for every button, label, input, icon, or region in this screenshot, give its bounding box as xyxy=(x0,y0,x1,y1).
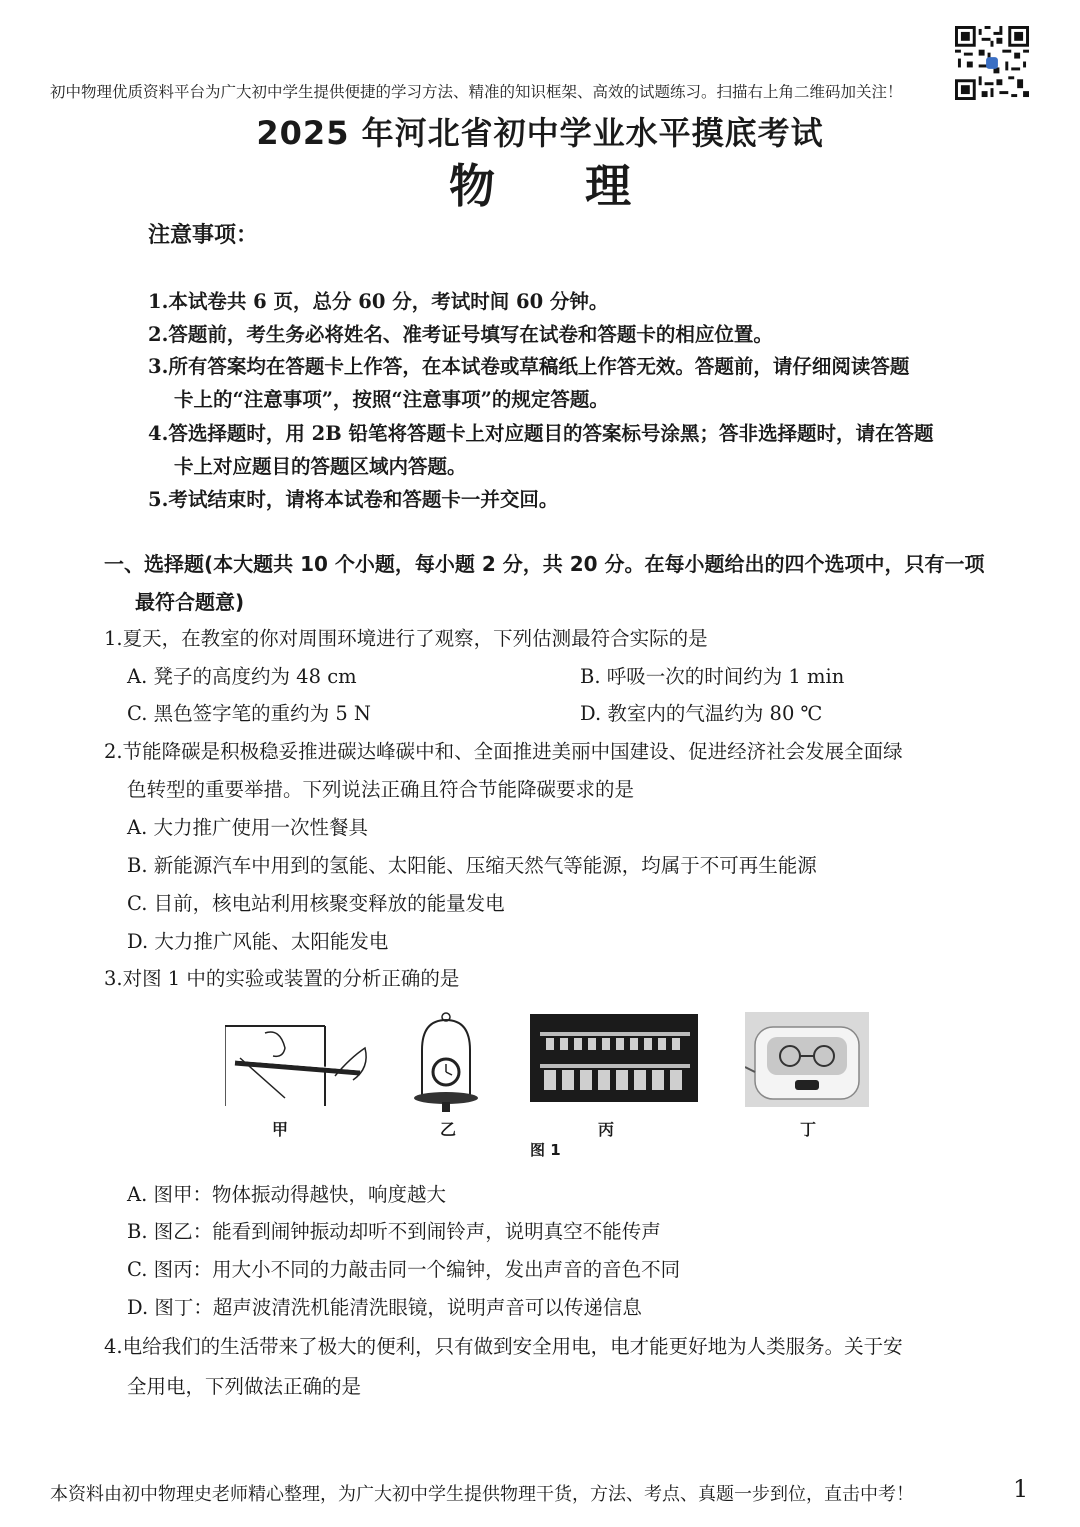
q2-option-b: B. 新能源汽车中用到的氢能、太阳能、压缩天然气等能源，均属于不可再生能源 xyxy=(127,854,817,877)
figure-caption: 图 1 xyxy=(530,1141,561,1159)
question-4-stem-cont: 全用电，下列做法正确的是 xyxy=(127,1375,362,1398)
figure-label-bing: 丙 xyxy=(598,1120,615,1139)
figure-yi-bell-jar-illustration xyxy=(410,1010,482,1118)
figure-label-jia: 甲 xyxy=(272,1120,289,1139)
footer-text: 本资料由初中物理史老师精心整理，为广大初中学生提供物理干货，方法、考点、真题一步到位，直击中考！ xyxy=(50,1484,914,1505)
q2-option-c: C. 目前，核电站利用核聚变释放的能量发电 xyxy=(127,892,505,915)
question-1-stem: 1.夏天，在教室的你对周围环境进行了观察，下列估测最符合实际的是 xyxy=(104,627,708,650)
q2-option-d: D. 大力推广风能、太阳能发电 xyxy=(127,930,389,953)
q3-option-a: A. 图甲：物体振动得越快，响度越大 xyxy=(127,1183,446,1206)
figure-jia-ruler-illustration xyxy=(225,1018,375,1106)
question-2-stem: 2.节能降碳是积极稳妥推进碳达峰碳中和、全面推进美丽中国建设、促进经济社会发展全面绿 xyxy=(104,740,903,763)
exam-subject: 物理 xyxy=(449,159,721,213)
q1-option-d: D. 教室内的气温约为 80 ℃ xyxy=(580,702,823,725)
q1-option-c: C. 黑色签字笔的重约为 5 N xyxy=(127,702,371,725)
note-item: 1.本试卷共 6 页，总分 60 分，考试时间 60 分钟。 xyxy=(148,290,609,313)
note-item: 3.所有答案均在答题卡上作答，在本试卷或草稿纸上作答无效。答题前，请仔细阅读答题 xyxy=(148,355,910,378)
figure-label-ding: 丁 xyxy=(800,1120,817,1139)
note-item: 4.答选择题时，用 2B 铅笔将答题卡上对应题目的答案标号涂黑；答非选择题时，请在答题 xyxy=(148,422,934,445)
note-item: 卡上的“注意事项”，按照“注意事项”的规定答题。 xyxy=(174,388,609,411)
section-title-cont: 最符合题意) xyxy=(135,590,245,614)
figure-label-yi: 乙 xyxy=(440,1120,457,1139)
note-item: 5.考试结束时，请将本试卷和答题卡一并交回。 xyxy=(148,488,559,511)
page-number: 1 xyxy=(1013,1475,1029,1503)
q3-option-d: D. 图丁：超声波清洗机能清洗眼镜，说明声音可以传递信息 xyxy=(127,1296,642,1319)
q1-option-a: A. 凳子的高度约为 48 cm xyxy=(127,665,357,688)
header-promo-text: 初中物理优质资料平台为广大初中学生提供便捷的学习方法、精准的知识框架、高效的试题练习。扫描右上角二维码加关注！ xyxy=(50,83,903,101)
figure-bing-chime-bells-photo xyxy=(530,1014,698,1102)
qr-code-icon xyxy=(955,26,1029,100)
q3-option-c: C. 图丙：用大小不同的力敲击同一个编钟，发出声音的音色不同 xyxy=(127,1258,681,1281)
note-item: 2.答题前，考生务必将姓名、准考证号填写在试卷和答题卡的相应位置。 xyxy=(148,323,773,346)
section-title: 一、选择题(本大题共 10 个小题，每小题 2 分，共 20 分。在每小题给出的四个选项中，只有一项 xyxy=(104,552,985,576)
question-4-stem: 4.电给我们的生活带来了极大的便利，只有做到安全用电，电才能更好地为人类服务。关于安 xyxy=(104,1335,903,1358)
notes-heading: 注意事项： xyxy=(148,223,259,248)
q2-option-a: A. 大力推广使用一次性餐具 xyxy=(127,816,368,839)
q3-option-b: B. 图乙：能看到闹钟振动却听不到闹铃声，说明真空不能传声 xyxy=(127,1220,661,1243)
q1-option-b: B. 呼吸一次的时间约为 1 min xyxy=(580,665,845,688)
exam-title: 2025 年河北省初中学业水平摸底考试 xyxy=(256,114,824,152)
figure-ding-ultrasonic-cleaner-photo xyxy=(745,1012,869,1107)
note-item: 卡上对应题目的答题区域内答题。 xyxy=(174,455,467,478)
question-3-stem: 3.对图 1 中的实验或装置的分析正确的是 xyxy=(104,967,460,990)
question-2-stem-cont: 色转型的重要举措。下列说法正确且符合节能降碳要求的是 xyxy=(127,778,635,801)
